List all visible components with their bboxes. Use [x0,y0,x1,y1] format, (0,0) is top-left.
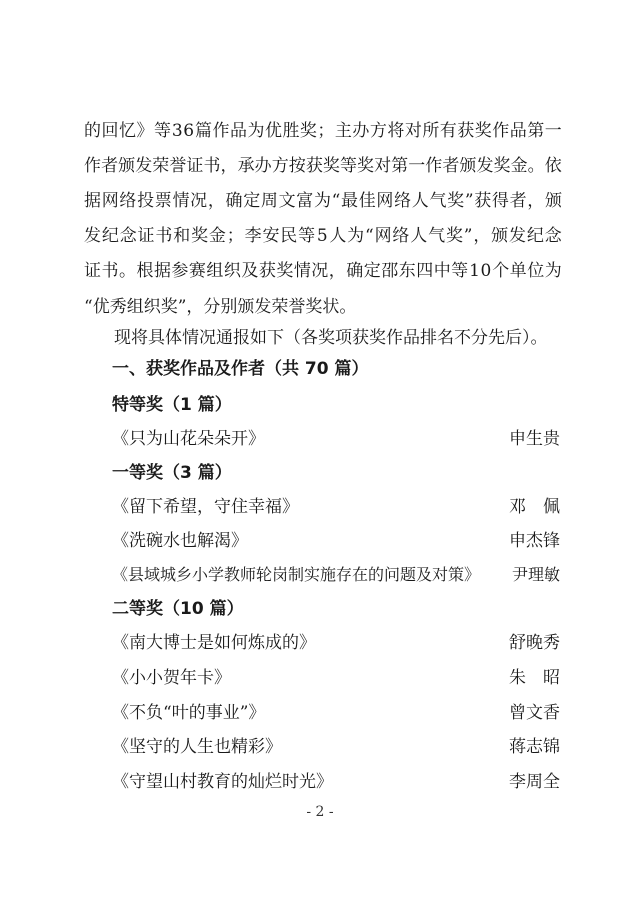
intro-char: 对 [374,156,392,176]
intro-char: 主 [334,121,352,141]
intro-char: 一 [408,156,426,176]
entry-title: 《洗碗水也解渴》 [112,531,248,551]
intro-char: 人 [329,226,347,246]
intro-char: 品 [509,121,527,141]
intro-char: 发 [84,226,101,246]
intro-char: 纪 [526,226,544,246]
intro-line [84,225,562,247]
intro-line [84,190,562,212]
intro-char: 获 [258,261,276,281]
intro-char: 为 [247,121,265,141]
intro-char: 篇 [195,121,213,141]
intro-char: 3 [171,121,183,141]
entry-author: 尹理敏 [511,565,560,584]
grade-heading-first: 一等奖（3 篇） [112,463,232,483]
intro-char: 作 [212,121,230,141]
intro-char: 络 [394,191,412,211]
intro-char: 者 [101,156,119,176]
intro-char: 对 [404,121,422,141]
intro-char: 荣 [152,156,170,176]
intro-char: 和 [173,226,191,246]
intro-char: 者 [509,191,527,211]
intro-char: 位 [527,261,545,281]
intro-char: 等 [153,121,171,141]
intro-char: 织 [223,261,241,281]
intro-char: 回 [101,121,119,141]
intro-char: 胜 [282,121,300,141]
intro-char: 票 [154,191,172,211]
intro-char: 富 [296,191,314,211]
entry-author: 邓 佩 [509,497,560,517]
intro-char: 定 [243,191,261,211]
intro-char: 优 [264,121,282,141]
intro-char: 作 [84,156,101,176]
intro-char: 发 [509,226,527,246]
intro-char: 单 [509,261,527,281]
grade-heading-second: 二等奖（10 篇） [112,599,244,619]
intro-char: 况 [311,261,329,281]
intro-char: 颁 [544,191,562,211]
intro-char: 中 [433,261,451,281]
intro-char: 颁 [491,226,509,246]
award-entry [112,667,560,689]
intro-char: 确 [346,261,364,281]
intro-char: 奖 [493,156,511,176]
award-entry [112,771,560,793]
entry-title: 《留下希望，守住幸福》 [112,497,299,517]
intro-line [84,155,562,177]
intro-char: 人 [411,191,429,211]
entry-title: 《小小贺年卡》 [112,668,231,688]
intro-char: 网 [376,191,394,211]
intro-char: 为 [347,226,365,246]
intro-char: 念 [119,226,137,246]
award-entry [112,736,560,758]
intro-char: 5 [316,226,328,246]
intro-char: 东 [398,261,416,281]
intro-char: 奖 [191,226,209,246]
intro-char: 证 [186,156,204,176]
entry-author: 朱 昭 [509,668,560,688]
intro-char: 络 [119,191,137,211]
intro-char: 情 [293,261,311,281]
notice-text: 现将具体情况通报如下（各奖项获奖作品排名不分先后）。 [114,328,548,348]
intro-char: 按 [288,156,306,176]
intro-char: 得 [491,191,509,211]
intro-char: 网 [374,226,392,246]
intro-char: 四 [416,261,434,281]
intro-char: 颁 [118,156,136,176]
award-entry [112,428,560,450]
intro-char: 办 [352,121,370,141]
intro-char: 纪 [101,226,119,246]
intro-char: 个 [492,261,510,281]
intro-line-text: “优秀组织奖”，分别颁发荣誉奖状。 [84,297,357,317]
intro-char: 忆 [118,121,136,141]
intro-char: 确 [225,191,243,211]
notice-line [114,327,548,349]
intro-char: 第 [391,156,409,176]
intro-char: 李 [244,226,262,246]
intro-char: 誉 [169,156,187,176]
intro-char: 书 [203,156,221,176]
intro-char: 作 [492,121,510,141]
intro-char: 一 [544,121,562,141]
intro-char: 安 [262,226,280,246]
intro-char: 发 [476,156,494,176]
intro-char: 等 [451,261,469,281]
award-entry [112,632,560,654]
intro-char: 方 [369,121,387,141]
intro-char: 根 [136,261,154,281]
intro-char: 1 [469,261,480,281]
intro-char: 金 [208,226,226,246]
intro-char: “ [331,191,341,211]
intro-char: 办 [254,156,272,176]
intro-char: 金 [510,156,528,176]
intro-char: ； [317,121,335,141]
intro-char: 赛 [188,261,206,281]
intro-char: “ [365,226,374,246]
intro-char: 书 [155,226,173,246]
intro-char: 将 [387,121,405,141]
intro-char: 发 [135,156,153,176]
intro-char: 奖 [299,121,317,141]
intro-char: 投 [137,191,155,211]
intro-char: 奖 [357,156,374,176]
intro-char: 参 [171,261,189,281]
intro-line [84,260,562,282]
intro-char: ” [464,191,474,211]
intro-char: 为 [544,261,562,281]
entry-title: 《县域城乡小学教师轮岗制实施存在的问题及对策》 [112,565,481,584]
intro-line [84,296,356,318]
entry-title: 《南大博士是如何炼成的》 [112,633,316,653]
award-entry [112,530,560,552]
award-entry [112,496,560,518]
grade-heading-special: 特等奖（1 篇） [112,395,232,415]
intro-char: 颁 [459,156,477,176]
intro-char: 气 [428,226,446,246]
section-heading: 一、获奖作品及作者（共 70 篇） [112,359,369,379]
entry-author: 舒晚秀 [509,633,560,653]
entry-title: 《坚守的人生也精彩》 [112,737,282,757]
intro-char: 承 [237,156,255,176]
entry-title: 《守望山村教育的灿烂时光》 [112,772,333,792]
intro-char: ， [527,191,545,211]
intro-char: 念 [544,226,562,246]
intro-char: 获 [474,191,492,211]
intro-char: 及 [241,261,259,281]
intro-char: 奖 [276,261,294,281]
intro-char: 的 [84,121,101,141]
intro-char: ； [226,226,244,246]
page-number: - 2 - [306,804,334,820]
entry-author: 李周全 [509,772,560,792]
intro-char: 等 [298,226,316,246]
intro-char: 况 [190,191,208,211]
intro-char: 组 [206,261,224,281]
intro-char: 民 [280,226,298,246]
intro-char: 奖 [474,121,492,141]
award-entry [112,564,560,586]
intro-char: 0 [480,261,492,281]
intro-char: 文 [278,191,296,211]
intro-char: 证 [137,226,155,246]
intro-char: 第 [527,121,545,141]
entry-author: 申杰锋 [509,531,560,551]
intro-char: 书 [101,261,119,281]
intro-char: 奖 [447,191,465,211]
intro-char: 。 [527,156,545,176]
intro-char: 6 [183,121,195,141]
intro-char: 等 [339,156,357,176]
intro-char: ， [220,156,238,176]
intro-char: 者 [442,156,460,176]
intro-char: 为 [313,191,331,211]
intro-char: ” [463,226,473,246]
entry-author: 蒋志锦 [509,737,560,757]
award-entry [112,702,560,724]
intro-char: 定 [363,261,381,281]
intro-char: ， [473,226,491,246]
intro-char: 方 [271,156,289,176]
intro-char: 据 [153,261,171,281]
intro-char: 佳 [358,191,376,211]
intro-char: 气 [429,191,447,211]
intro-char: 作 [425,156,443,176]
intro-char: ， [328,261,346,281]
intro-char: 据 [84,191,101,211]
intro-char: 。 [118,261,136,281]
intro-char: 邵 [381,261,399,281]
intro-char: 品 [229,121,247,141]
intro-char: 获 [457,121,475,141]
intro-char: 周 [260,191,278,211]
entry-title: 《不负“叶的事业”》 [112,703,266,723]
intro-char: ， [207,191,225,211]
intro-char: 网 [101,191,119,211]
intro-char: 》 [136,121,154,141]
intro-char: 情 [172,191,190,211]
intro-char: 人 [410,226,428,246]
entry-author: 申生贵 [509,429,560,449]
intro-line [84,120,562,142]
intro-char: 有 [439,121,457,141]
intro-char: 证 [84,261,101,281]
intro-char: 所 [422,121,440,141]
entry-title: 《只为山花朵朵开》 [112,429,265,449]
intro-char: 最 [341,191,359,211]
intro-char: 奖 [322,156,340,176]
intro-char: 奖 [445,226,463,246]
intro-char: 络 [392,226,410,246]
intro-char: 获 [305,156,323,176]
entry-author: 曾文香 [509,703,560,723]
intro-char: 依 [544,156,562,176]
